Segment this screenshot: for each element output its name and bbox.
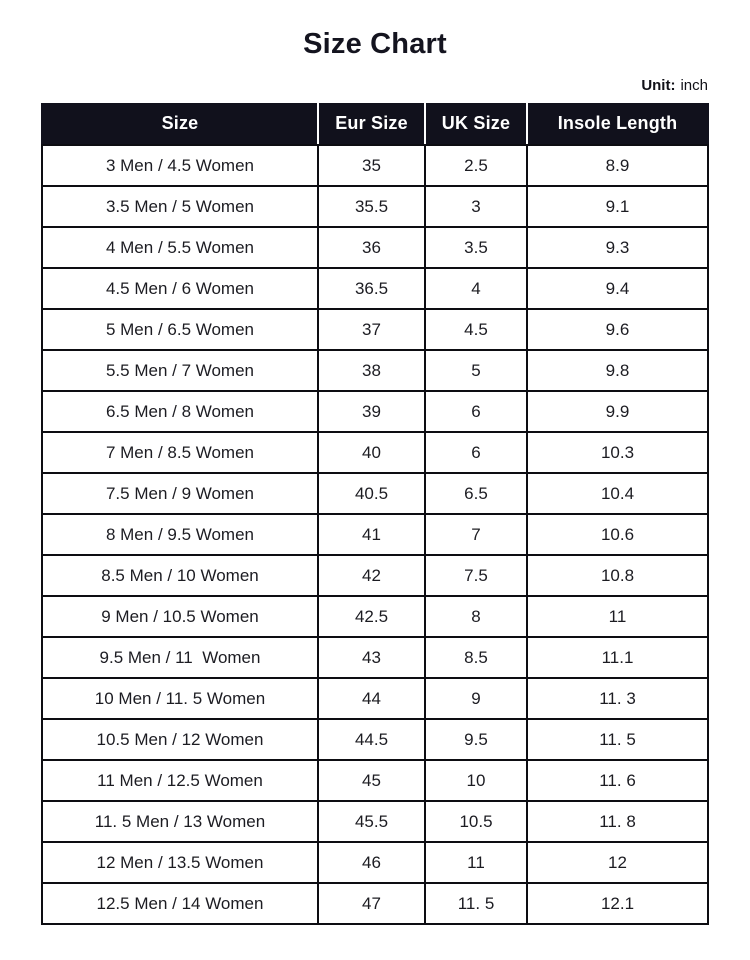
table-header-row bbox=[42, 103, 708, 145]
table-row bbox=[42, 473, 708, 514]
table-cell-insole-length: 9.8 bbox=[527, 350, 708, 391]
table-row bbox=[42, 842, 708, 883]
table-cell-insole-length: 11. 5 bbox=[527, 719, 708, 760]
table-cell-size: 11. 5 Men / 13 Women bbox=[42, 801, 318, 842]
table-row bbox=[42, 309, 708, 350]
table-cell-uk-size: 3 bbox=[425, 186, 527, 227]
table-cell-insole-length: 11. 8 bbox=[527, 801, 708, 842]
table-cell-uk-size: 9.5 bbox=[425, 719, 527, 760]
table-cell-eur-size: 36.5 bbox=[318, 268, 425, 309]
table-cell-size: 10.5 Men / 12 Women bbox=[42, 719, 318, 760]
col-header-insole-length: Insole Length bbox=[527, 103, 708, 145]
table-row bbox=[42, 555, 708, 596]
table-cell-insole-length: 8.9 bbox=[527, 145, 708, 186]
table-row bbox=[42, 145, 708, 186]
table-row bbox=[42, 186, 708, 227]
table-cell-size: 7.5 Men / 9 Women bbox=[42, 473, 318, 514]
table-cell-size: 5 Men / 6.5 Women bbox=[42, 309, 318, 350]
table-cell-eur-size: 36 bbox=[318, 227, 425, 268]
table-cell-eur-size: 44 bbox=[318, 678, 425, 719]
size-chart-table bbox=[41, 103, 709, 925]
table-cell-eur-size: 40.5 bbox=[318, 473, 425, 514]
table-cell-eur-size: 43 bbox=[318, 637, 425, 678]
table-cell-insole-length: 11 bbox=[527, 596, 708, 637]
table-cell-uk-size: 6 bbox=[425, 391, 527, 432]
table-row bbox=[42, 514, 708, 555]
unit-note bbox=[42, 77, 708, 94]
table-cell-uk-size: 8.5 bbox=[425, 637, 527, 678]
table-cell-uk-size: 2.5 bbox=[425, 145, 527, 186]
table-cell-eur-size: 46 bbox=[318, 842, 425, 883]
col-header-uk-size: UK Size bbox=[425, 103, 527, 145]
table-row bbox=[42, 350, 708, 391]
table-cell-uk-size: 10.5 bbox=[425, 801, 527, 842]
unit-label: Unit: bbox=[641, 77, 676, 94]
table-row bbox=[42, 596, 708, 637]
table-cell-eur-size: 42 bbox=[318, 555, 425, 596]
unit-value: inch bbox=[680, 77, 708, 94]
table-cell-uk-size: 8 bbox=[425, 596, 527, 637]
table-row bbox=[42, 637, 708, 678]
table-row bbox=[42, 719, 708, 760]
table-cell-insole-length: 11.1 bbox=[527, 637, 708, 678]
table-row bbox=[42, 432, 708, 473]
table-cell-size: 7 Men / 8.5 Women bbox=[42, 432, 318, 473]
table-cell-eur-size: 35.5 bbox=[318, 186, 425, 227]
table-cell-size: 6.5 Men / 8 Women bbox=[42, 391, 318, 432]
table-cell-uk-size: 5 bbox=[425, 350, 527, 391]
table-cell-insole-length: 9.3 bbox=[527, 227, 708, 268]
table-cell-insole-length: 10.4 bbox=[527, 473, 708, 514]
table-cell-size: 9.5 Men / 11 Women bbox=[42, 637, 318, 678]
table-cell-uk-size: 7 bbox=[425, 514, 527, 555]
table-row bbox=[42, 883, 708, 924]
table-body bbox=[42, 145, 708, 924]
table-cell-size: 5.5 Men / 7 Women bbox=[42, 350, 318, 391]
table-cell-size: 12 Men / 13.5 Women bbox=[42, 842, 318, 883]
table-cell-eur-size: 37 bbox=[318, 309, 425, 350]
table-cell-uk-size: 6 bbox=[425, 432, 527, 473]
table-cell-size: 10 Men / 11. 5 Women bbox=[42, 678, 318, 719]
table-cell-insole-length: 12 bbox=[527, 842, 708, 883]
table-cell-insole-length: 10.8 bbox=[527, 555, 708, 596]
table-row bbox=[42, 391, 708, 432]
table-cell-uk-size: 3.5 bbox=[425, 227, 527, 268]
col-header-eur-size: Eur Size bbox=[318, 103, 425, 145]
table-cell-insole-length: 10.3 bbox=[527, 432, 708, 473]
table-cell-eur-size: 38 bbox=[318, 350, 425, 391]
table-cell-size: 4 Men / 5.5 Women bbox=[42, 227, 318, 268]
table-cell-insole-length: 11. 6 bbox=[527, 760, 708, 801]
table-cell-size: 8.5 Men / 10 Women bbox=[42, 555, 318, 596]
table-cell-insole-length: 9.6 bbox=[527, 309, 708, 350]
table-row bbox=[42, 760, 708, 801]
table-cell-insole-length: 9.9 bbox=[527, 391, 708, 432]
table-cell-eur-size: 41 bbox=[318, 514, 425, 555]
page-title: Size Chart bbox=[303, 28, 447, 60]
table-cell-uk-size: 4 bbox=[425, 268, 527, 309]
table-cell-insole-length: 9.1 bbox=[527, 186, 708, 227]
table-cell-insole-length: 12.1 bbox=[527, 883, 708, 924]
table-row bbox=[42, 268, 708, 309]
table-cell-insole-length: 9.4 bbox=[527, 268, 708, 309]
table-cell-insole-length: 10.6 bbox=[527, 514, 708, 555]
table-cell-size: 4.5 Men / 6 Women bbox=[42, 268, 318, 309]
table-row bbox=[42, 801, 708, 842]
table-cell-size: 3.5 Men / 5 Women bbox=[42, 186, 318, 227]
table-cell-eur-size: 35 bbox=[318, 145, 425, 186]
table-cell-uk-size: 10 bbox=[425, 760, 527, 801]
table-cell-size: 11 Men / 12.5 Women bbox=[42, 760, 318, 801]
table-cell-eur-size: 45.5 bbox=[318, 801, 425, 842]
table-cell-uk-size: 11. 5 bbox=[425, 883, 527, 924]
table-cell-eur-size: 42.5 bbox=[318, 596, 425, 637]
table-cell-size: 8 Men / 9.5 Women bbox=[42, 514, 318, 555]
table-cell-insole-length: 11. 3 bbox=[527, 678, 708, 719]
table-cell-eur-size: 47 bbox=[318, 883, 425, 924]
col-header-size: Size bbox=[42, 103, 318, 145]
table-cell-uk-size: 4.5 bbox=[425, 309, 527, 350]
table-cell-uk-size: 7.5 bbox=[425, 555, 527, 596]
table-cell-size: 9 Men / 10.5 Women bbox=[42, 596, 318, 637]
table-cell-size: 12.5 Men / 14 Women bbox=[42, 883, 318, 924]
table-row bbox=[42, 227, 708, 268]
table-cell-size: 3 Men / 4.5 Women bbox=[42, 145, 318, 186]
table-row bbox=[42, 678, 708, 719]
table-cell-eur-size: 39 bbox=[318, 391, 425, 432]
table-cell-eur-size: 45 bbox=[318, 760, 425, 801]
table-cell-uk-size: 11 bbox=[425, 842, 527, 883]
table-cell-uk-size: 6.5 bbox=[425, 473, 527, 514]
table-cell-eur-size: 40 bbox=[318, 432, 425, 473]
table-cell-eur-size: 44.5 bbox=[318, 719, 425, 760]
table-cell-uk-size: 9 bbox=[425, 678, 527, 719]
